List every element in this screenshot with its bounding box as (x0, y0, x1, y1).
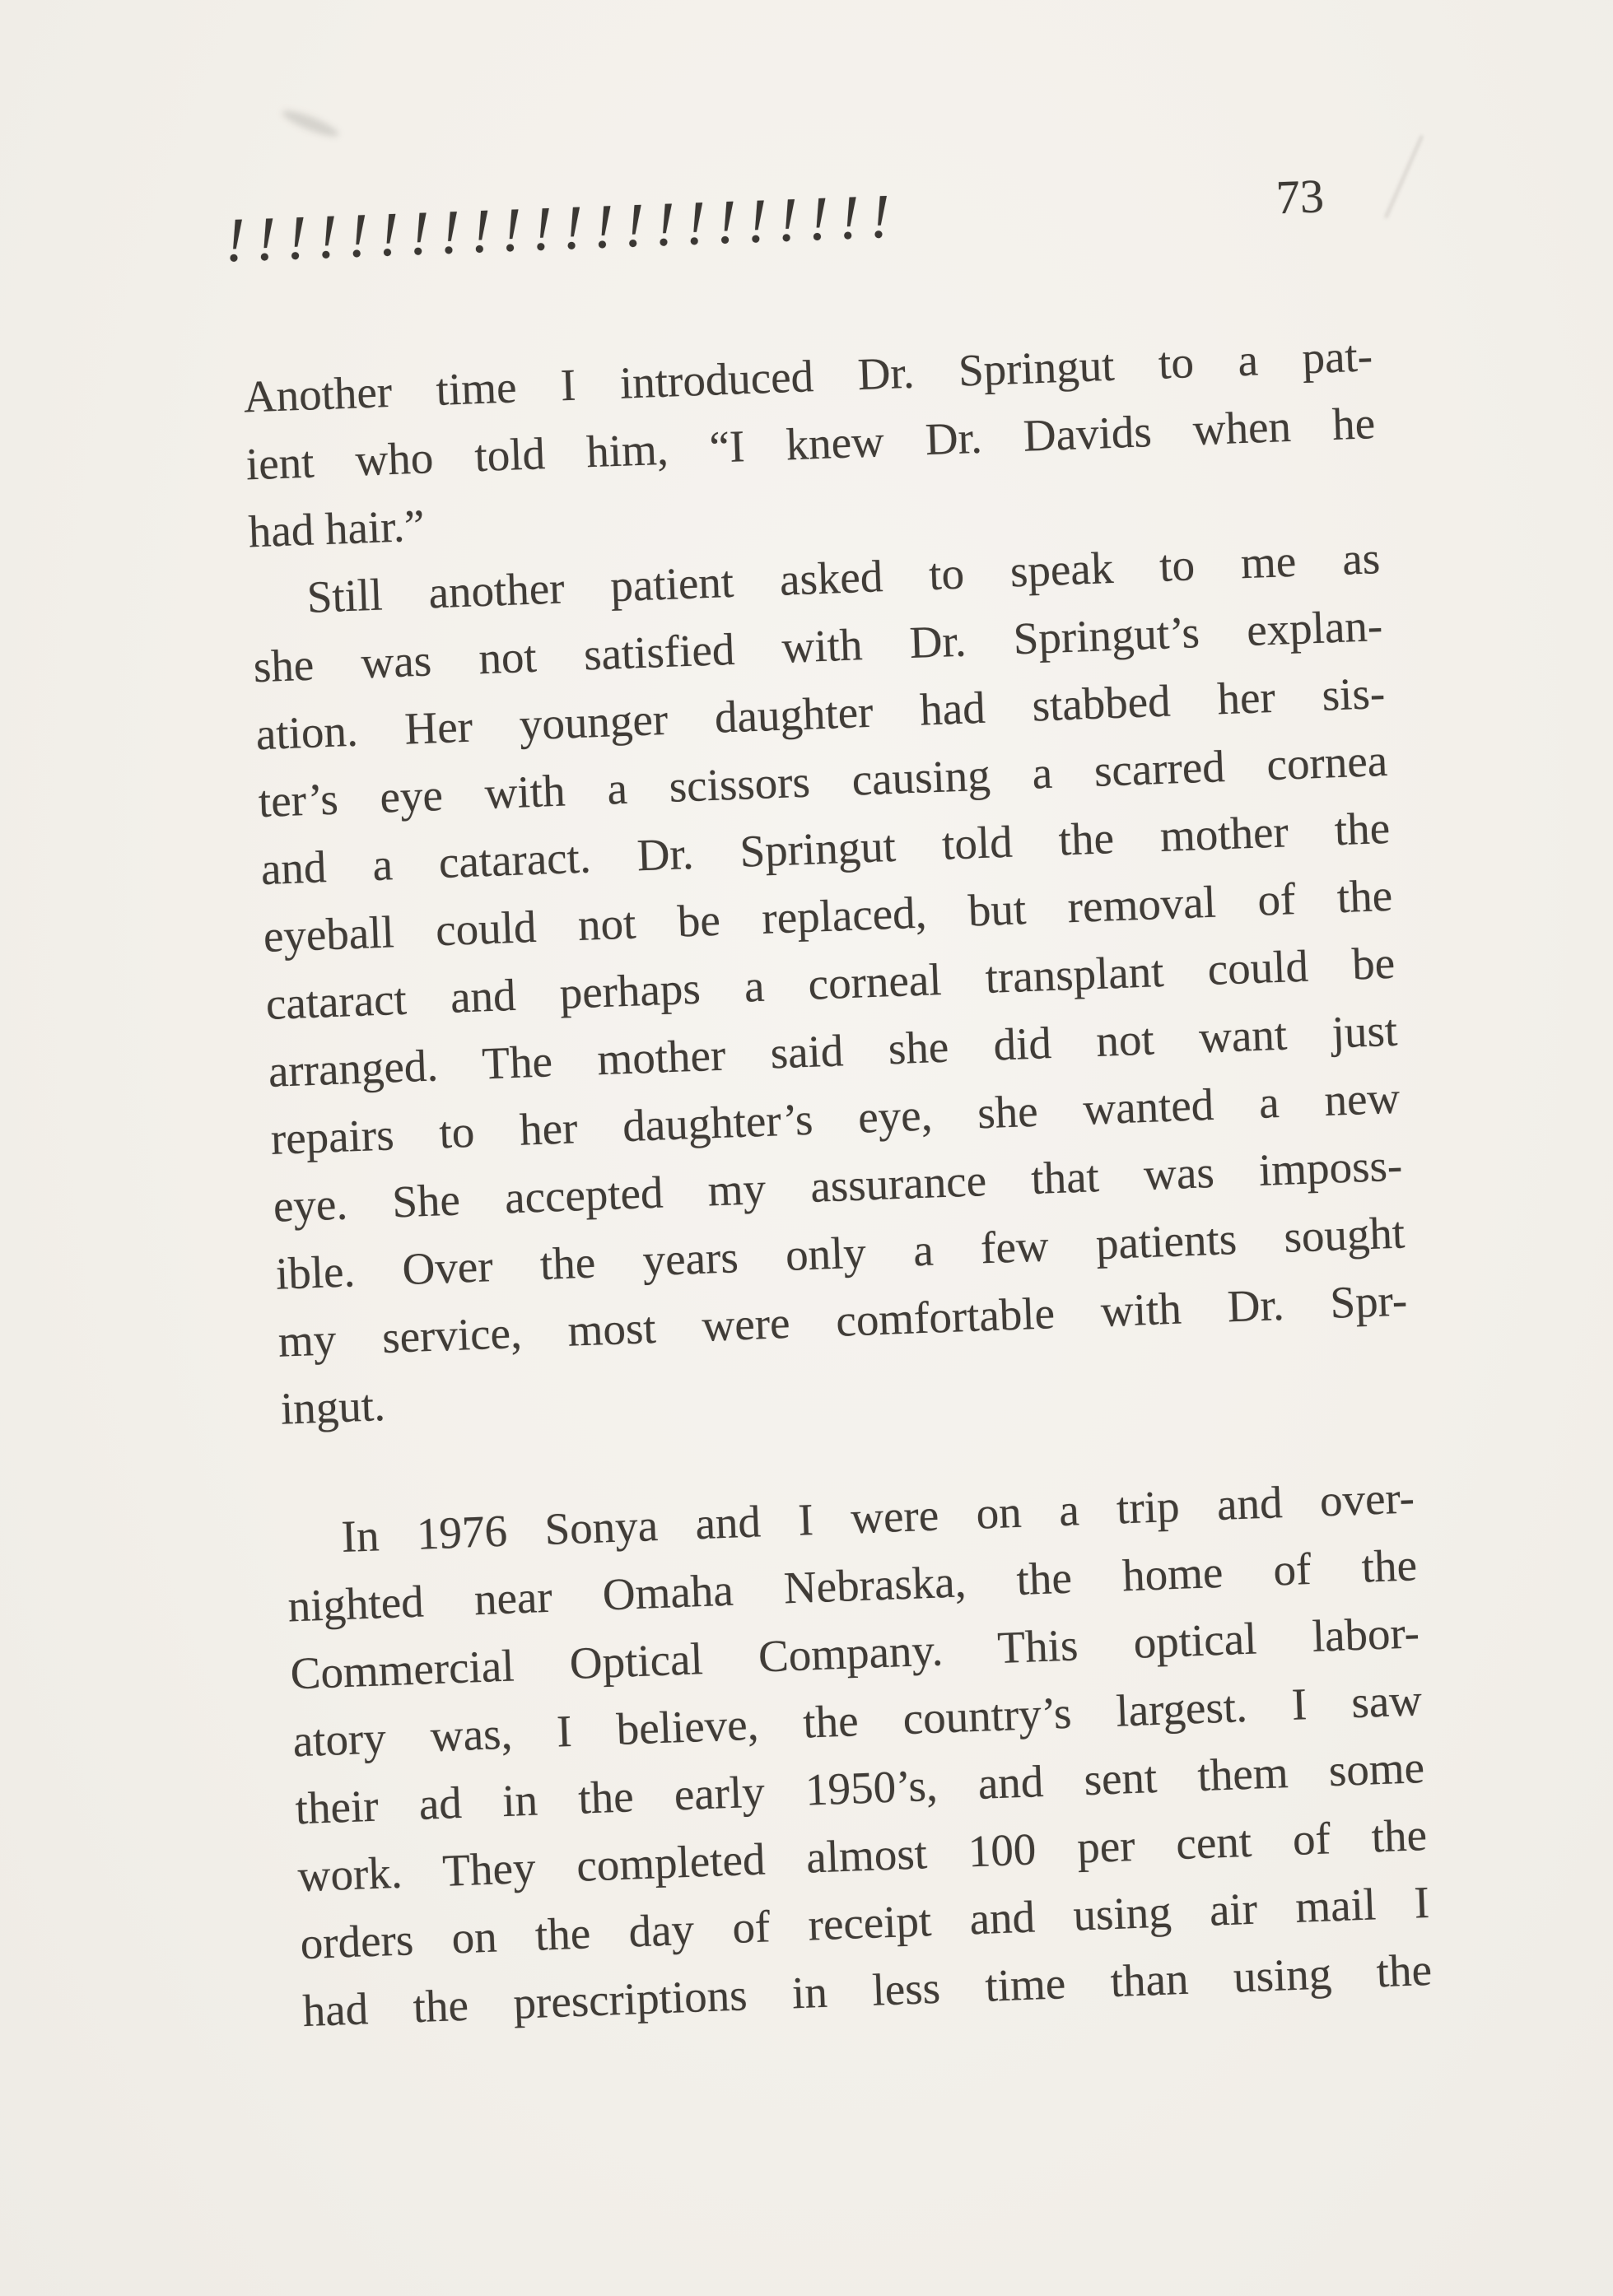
text-line: ible. Over the years only a few patients sought (274, 1207, 1406, 1299)
text-line: eyeball could not be replaced, but removal of the (262, 869, 1394, 962)
text-line: nighted near Omaha Nebraska, the home of the (287, 1539, 1418, 1632)
text-line: In 1976 Sonya and I were on a trip and over- (340, 1472, 1415, 1562)
text-line: arranged. The mother said she did not want just (267, 1004, 1399, 1097)
text-line: repairs to her daughter’s eye, she wanted a new (269, 1072, 1401, 1164)
text-line: ation. Her younger daughter had stabbed her sis- (254, 667, 1387, 760)
text-line: and a cataract. Dr. Springut told the mother the (259, 802, 1392, 895)
text-line: eye. She accepted my assurance that was imposs- (272, 1139, 1404, 1232)
paragraph (249, 524, 1410, 1443)
text-line: ingut. (279, 1380, 386, 1434)
text-line: had the prescriptions in less time than using the (301, 1944, 1433, 2037)
page-number: 73 (1275, 169, 1325, 225)
text-line: ient who told him, “I knew Dr. Davids when he (245, 398, 1377, 490)
text-line: had hair.” (247, 500, 426, 557)
paragraph (242, 322, 1378, 566)
text-line: Another time I introduced Dr. Springut to a pat- (242, 330, 1374, 422)
text-line: Still another patient asked to speak to me as (305, 533, 1382, 622)
text-line: my service, most were comfortable with Dr. Spr- (277, 1274, 1409, 1367)
paragraph (284, 1464, 1433, 2045)
text-line: their ad in the early 1950’s, and sent them some (294, 1742, 1425, 1834)
text-line: she was not satisfied with Dr. Springut’s explan- (252, 600, 1384, 692)
text-line: orders on the day of receipt and using air mail I (299, 1876, 1430, 1969)
header-ornament-row: !!!!!!!!!!!!!!!!!!!!!! (223, 181, 902, 276)
paper-scratch (1384, 135, 1424, 219)
text-line: atory was, I believe, the country’s largest. I saw (291, 1674, 1423, 1767)
text-line: work. They completed almost 100 per cent of the (296, 1809, 1428, 1902)
body-text (242, 322, 1433, 2045)
text-line: ter’s eye with a scissors causing a scarred cornea (257, 734, 1389, 827)
text-line: Commercial Optical Company. This optical labor- (289, 1607, 1420, 1699)
text-line: cataract and perhaps a corneal transplant could be (264, 937, 1396, 1029)
